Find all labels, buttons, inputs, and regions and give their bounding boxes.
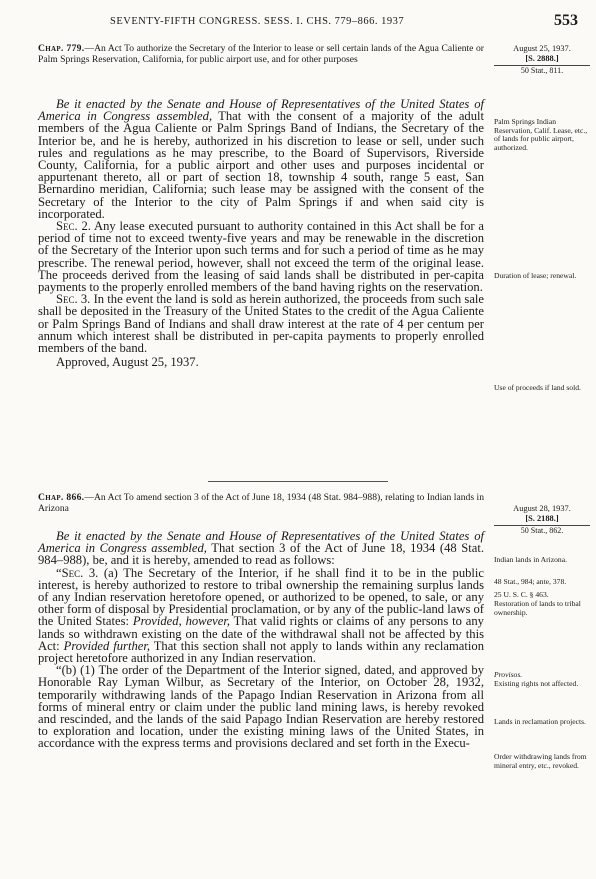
proviso-1: Provided, however, xyxy=(132,614,231,629)
chapter-866-section-3b: “(b) (1) The order of the Department of the Interior signed, dated, and approved by Honorable Ray Lyman Wilbur, as Secretary of the Interior, on October 28, 1932, temporarily withdrawing lands of the Papago Indian Reservation in Arizona from all forms of mineral entry or claim under the public land mining laws, is hereby revoked and rescinded, and the lands of the said Papago Indian Reservation are hereby restored to exploration and location, under the existing mining laws of the United States, in accordance with the express terms and provisions declared and set forth in the Execu- xyxy=(38,663,484,751)
chapter-779-section-3 xyxy=(38,293,484,354)
chapter-779-stat: 50 Stat., 811. xyxy=(494,65,590,76)
margin-note: Restoration of lands to tribal ownership. xyxy=(494,599,581,617)
chapter-866-section-3a xyxy=(38,567,484,665)
chapter-866-bill: [S. 2188.] xyxy=(525,514,559,523)
margin-note: Indian lands in Arizona. xyxy=(494,555,567,564)
section-2-label: Sec. 2. xyxy=(56,219,91,234)
chapter-779-title xyxy=(38,43,484,65)
margin-note: Duration of lease; renewal. xyxy=(494,271,577,280)
section-3a-text-2: That valid rights or claims of any persons to any lands so withdrawn existing on the date of the withdrawal shall not be affected by this Act: xyxy=(38,614,484,653)
chapter-779-label: Chap. 779. xyxy=(38,43,85,54)
enacting-clause-779: Be it enacted by the Senate and House of Representatives of the United States of America in Congress assembled, xyxy=(38,97,484,124)
chapter-divider xyxy=(208,481,388,482)
chapter-779-approved: Approved, August 25, 1937. xyxy=(56,355,199,370)
margin-note: Use of proceeds if land sold. xyxy=(494,383,581,392)
chapter-866-intro xyxy=(38,530,484,567)
margin-note: Provisos. xyxy=(494,670,523,679)
chapter-866-title-text: —An Act To amend section 3 of the Act of June 18, 1934 (48 Stat. 984–988), relating to Indian lands in Arizona xyxy=(38,492,484,514)
enacting-clause-866: Be it enacted by the Senate and House of Representatives of the United States of America in Congress assembled, xyxy=(38,529,484,556)
running-header xyxy=(0,12,596,40)
margin-note: Order withdrawing lands from mineral entry, etc., revoked. xyxy=(494,752,587,770)
chapter-779-bill: [S. 2888.] xyxy=(525,54,559,63)
section-3-text: In the event the land is sold as herein authorized, the proceeds from such sale shall be deposited in the Treasury of the United States to the credit of the Agua Caliente or Palm Springs Band of Indians and shall draw interest at the rate of 4 per centum per annum which interest shall be distributed in per-capita payments to properly enrolled members of the band. xyxy=(38,292,485,356)
chapter-779-section-1 xyxy=(38,98,484,220)
chapter-866-title xyxy=(38,492,484,514)
chapter-866-date-block xyxy=(494,504,590,536)
section-1-text: That with the consent of a majority of the adult members of the Agua Caliente or Palm Springs Band of Indians, the Secretary of the Interior be, and he is hereby, authorized in his discretion to lease or sell, under such rules and regulations as he may prescribe, to the Board of Supervisors, Riverside County, California, for a public airport and other uses and purposes incidental or appurtenant thereto, all or part of section 18, township 4 south, range 5 east, San Bernardino meridian, California; such lease may be assigned with the consent of the Secretary of the Interior to the city of Palm Springs if and when said city is incorporated. xyxy=(38,109,484,221)
section-3a-text-1: (a) The Secretary of the Interior, if he shall find it to be in the public interest, is hereby authorized to restore to tribal ownership the remaining surplus lands of any Indian reservation heretofore opened, or authorized to be opened, to sale, or any other form of disposal by Presidential proclamation, or by any of the public-land laws of the United States: xyxy=(38,565,484,629)
chapter-866-label: Chap. 866. xyxy=(38,492,85,503)
margin-note: 25 U. S. C. § 463. xyxy=(494,590,549,599)
chapter-866-body xyxy=(38,530,484,750)
chapter-866-stat: 50 Stat., 862. xyxy=(494,525,590,536)
chapter-779-date: August 25, 1937. xyxy=(513,44,571,53)
page-number: 553 xyxy=(554,12,578,29)
chapter-779-body xyxy=(38,98,484,368)
chapter-779-date-block xyxy=(494,44,590,76)
margin-note: Existing rights not affected. xyxy=(494,679,579,688)
section-3a-text-3: That this section shall not apply to lands within any reclamation project heretofore authorized in any Indian reservation. xyxy=(38,638,484,666)
section-2-text: Any lease executed pursuant to authority contained in this Act shall be for a period of time not to exceed twenty-five years and may be renewable in the discretion of the Secretary of the Interior upon such terms and for such a period of time as he may prescribe. The renewal period, however, shall not exceed the term of the original lease. The proceeds derived from the leasing of said lands shall be distributed in per-capita payments to the properly enrolled members of the band having rights on the reservation. xyxy=(38,219,484,295)
section-3-label: Sec. 3. xyxy=(56,292,91,307)
chapter-779-section-2 xyxy=(38,220,484,293)
margin-note: Lands in reclamation projects. xyxy=(494,717,586,726)
proviso-2: Provided further, xyxy=(63,638,150,653)
margin-note: Palm Springs Indian Reservation, Calif. Lease, etc., of lands for public airport, authorized. xyxy=(494,117,588,152)
intro-text: That section 3 of the Act of June 18, 1934 (48 Stat. 984–988), be, and it is hereby, amended to read as follows: xyxy=(38,541,485,568)
running-title: SEVENTY-FIFTH CONGRESS. SESS. I. CHS. 779–866. 1937 xyxy=(110,16,405,27)
margin-note: 48 Stat., 984; ante, 378. xyxy=(494,577,567,586)
chapter-866-date: August 28, 1937. xyxy=(513,504,571,513)
chapter-779-title-text: —An Act To authorize the Secretary of the Interior to lease or sell certain lands of the Agua Caliente or Palm Springs Reservation, California, for public airport use, and for other purposes xyxy=(38,43,484,65)
section-3-label: “Sec. 3. xyxy=(56,565,99,580)
